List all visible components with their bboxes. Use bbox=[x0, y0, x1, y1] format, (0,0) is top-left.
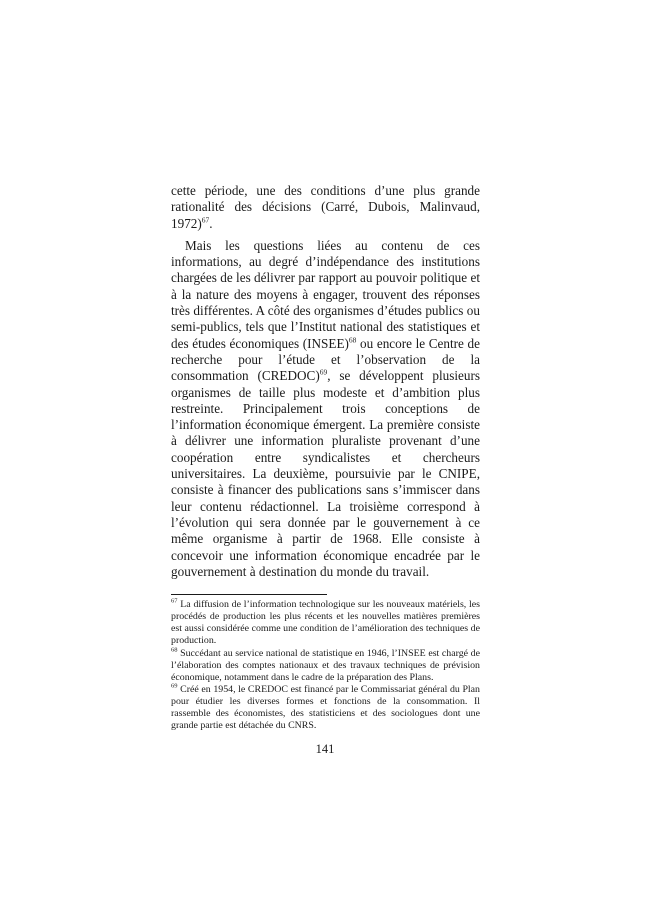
paragraph-main bbox=[171, 238, 480, 580]
page-number: 141 bbox=[315, 742, 335, 756]
footnote-ref-69: 69 bbox=[319, 367, 328, 377]
paragraph-text-part3: , se développent plusieurs organismes de taille plus modeste et d’ambition plus restreinte. Principalement trois conceptions de l’information économique émergent. La première consiste à délivrer une information pluraliste provenant d’une coopération entre syndicalistes et chercheurs universitaires. La deuxième, poursuivie par le CNIPE, consiste à financer des publications sans s’immiscer dans leur contenu rédactionnel. La troisième correspond à l’évolution qui sera donnée par le gouvernement à ce même organisme à partir de 1968. Elle consiste à concevoir une information économique encadrée par le gouvernement à destination du monde du travail. bbox=[171, 368, 480, 579]
footnote-text: La diffusion de l’information technologique sur les nouveaux matériels, les procédés de production les plus récents et les nouvelles matières premières est aussi considérée comme une condition de l’amélioration des techniques de production. bbox=[171, 599, 480, 647]
page-content bbox=[171, 183, 480, 732]
paragraph-text: cette période, une des conditions d’une plus grande rationalité des décisions (Carré, Dubois, Malinvaud, 1972) bbox=[171, 183, 480, 231]
footnote-text: Succédant au service national de statistique en 1946, l’INSEE est chargé de l’élaboration des comptes nationaux et des travaux techniques de prévision économique, notamment dans le cadre de la préparation des Plans. bbox=[171, 647, 480, 683]
footnote-separator bbox=[171, 594, 327, 595]
footnote-number: 67 bbox=[171, 597, 178, 605]
footnote-text: Créé en 1954, le CREDOC est financé par le Commissariat général du Plan pour étudier les diverses formes et fonctions de la consommation. Il rassemble des économistes, des statisticiens et des sociologues dont une grande partie est détachée du CNRS. bbox=[171, 683, 480, 732]
paragraph-continuation bbox=[171, 183, 480, 232]
footnote-67 bbox=[171, 599, 480, 647]
footnote-number: 69 bbox=[171, 682, 178, 690]
footnote-ref-68: 68 bbox=[348, 335, 357, 345]
footnote-number: 68 bbox=[171, 646, 178, 654]
paragraph-text-part2: ou encore le Centre de recherche pour l’étude et l’observation de la consommation (CREDOC) bbox=[171, 335, 480, 384]
footnote-68 bbox=[171, 648, 480, 684]
paragraph-text-part1: Mais les questions liées au contenu de ces informations, au degré d’indépendance des institutions chargées de les délivrer par rapport au pouvoir politique et à la nature des moyens à engager, trouvent des réponses très différentes. A côté des organismes d’études publics ou semi-publics, tels que l’Institut national des statistiques et des études économiques (INSEE) bbox=[171, 237, 480, 351]
footnote-69 bbox=[171, 684, 480, 732]
footnotes bbox=[171, 599, 480, 732]
footnote-ref-67: 67 bbox=[201, 215, 210, 225]
paragraph-tail: . bbox=[209, 215, 213, 231]
